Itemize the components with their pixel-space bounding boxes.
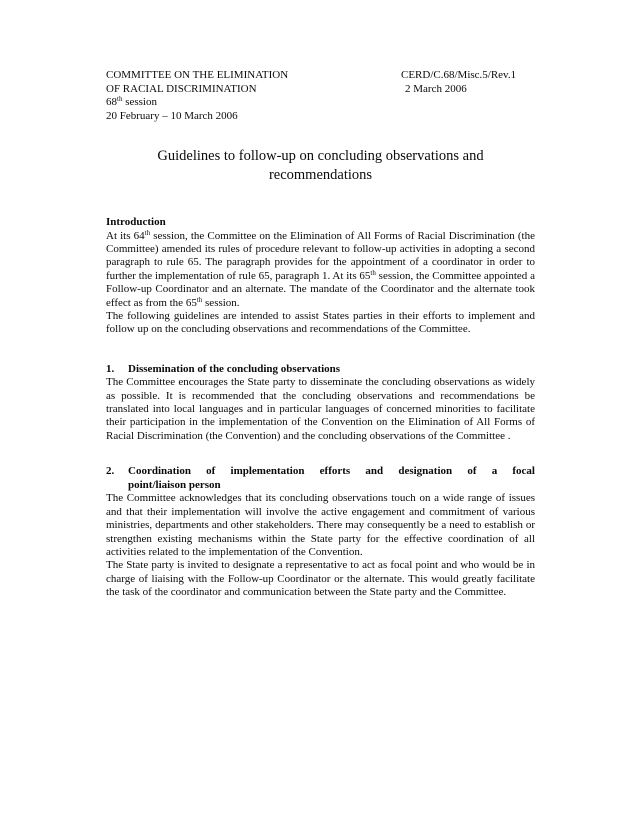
committee-block bbox=[106, 69, 288, 123]
committee-name-line-2: OF RACIAL DISCRIMINATION bbox=[106, 82, 257, 95]
document-header bbox=[106, 69, 535, 123]
introduction-heading: Introduction bbox=[106, 216, 166, 228]
document-id-block bbox=[401, 69, 535, 96]
text-run: session. bbox=[202, 296, 240, 309]
session-dates: 20 February – 10 March 2006 bbox=[106, 109, 238, 122]
ordinal-superscript: th bbox=[196, 295, 203, 304]
section-2-paragraph-1: The Committee acknowledges that its concluding observations touch on a wide range of issues and that their implementation will involve the active engagement and commitment of various ministries, departments and other stakeholders. There may consequently be a need to establish or strengthen existing mechanisms within the State party for the effective coordination of all activities related to the implementation of the Convention. bbox=[106, 492, 535, 558]
introduction-paragraph-1 bbox=[106, 230, 535, 310]
section-1-title: Dissemination of the concluding observations bbox=[128, 362, 341, 375]
section-2-paragraph-2: The State party is invited to designate a representative to act as focal point and who would be in charge of liaising with the Follow-up Coordinator or the alternate. This would greatly facilitate the task of the coordinator and communication between the State party and the Committee. bbox=[106, 559, 535, 599]
introduction-paragraph-2: The following guidelines are intended to assist States parties in their efforts to implement and follow up on the concluding observations and recommendations of the Committee. bbox=[106, 309, 535, 336]
session-label: session bbox=[122, 96, 157, 108]
text-run: session, the Committee on the Elimination of All Forms of Racial Discrimination (the Committee) amended its rules of procedure relevant to follow-up activities in adopting a second paragraph to rule 65. The paragraph provides for the appointment of a coordinator in order to further the implementation of rule 65, paragraph 1. At its 65 bbox=[106, 229, 535, 282]
section-1-paragraph-1: The Committee encourages the State party to disseminate the concluding observations as widely as possible. It is recommended that the concluding observations and recommendations be translated into local languages and in particular languages of concerned minorities to facilitate their participation in the implementation of the Convention on the Elimination of All Forms of Racial Discrimination (the Convention) and the concluding observations of the Committee . bbox=[106, 376, 535, 442]
section-1-heading bbox=[106, 363, 535, 377]
document-date: 2 March 2006 bbox=[405, 82, 467, 95]
section-2-title-line-2: point/liaison person bbox=[128, 478, 221, 491]
page-content bbox=[106, 69, 535, 600]
session-number: 68 bbox=[106, 96, 117, 108]
committee-name-line-1: COMMITTEE ON THE ELIMINATION bbox=[106, 69, 289, 81]
ordinal-superscript: th bbox=[370, 268, 376, 277]
document-symbol: CERD/C.68/Misc.5/Rev.1 bbox=[401, 69, 517, 81]
session-ordinal-superscript: th bbox=[117, 95, 123, 103]
section-2-heading bbox=[106, 465, 535, 492]
section-2-number: 2. bbox=[106, 465, 115, 478]
ordinal-superscript: th bbox=[144, 228, 151, 237]
section-2-title-line-1: Coordination of implementation efforts and designation of a focal bbox=[128, 465, 535, 478]
session-line bbox=[106, 96, 288, 110]
text-run: session, the Committee appointed a Follow-up Coordinator and an alternate. The mandate of the Coordinator and the alternate took effect as from the 65 bbox=[106, 269, 535, 309]
section-1-number: 1. bbox=[106, 362, 115, 375]
document-title: Guidelines to follow-up on concluding observations and recommendations bbox=[157, 148, 484, 183]
text-run: At its 64 bbox=[106, 229, 145, 242]
section-2-title bbox=[128, 465, 535, 492]
